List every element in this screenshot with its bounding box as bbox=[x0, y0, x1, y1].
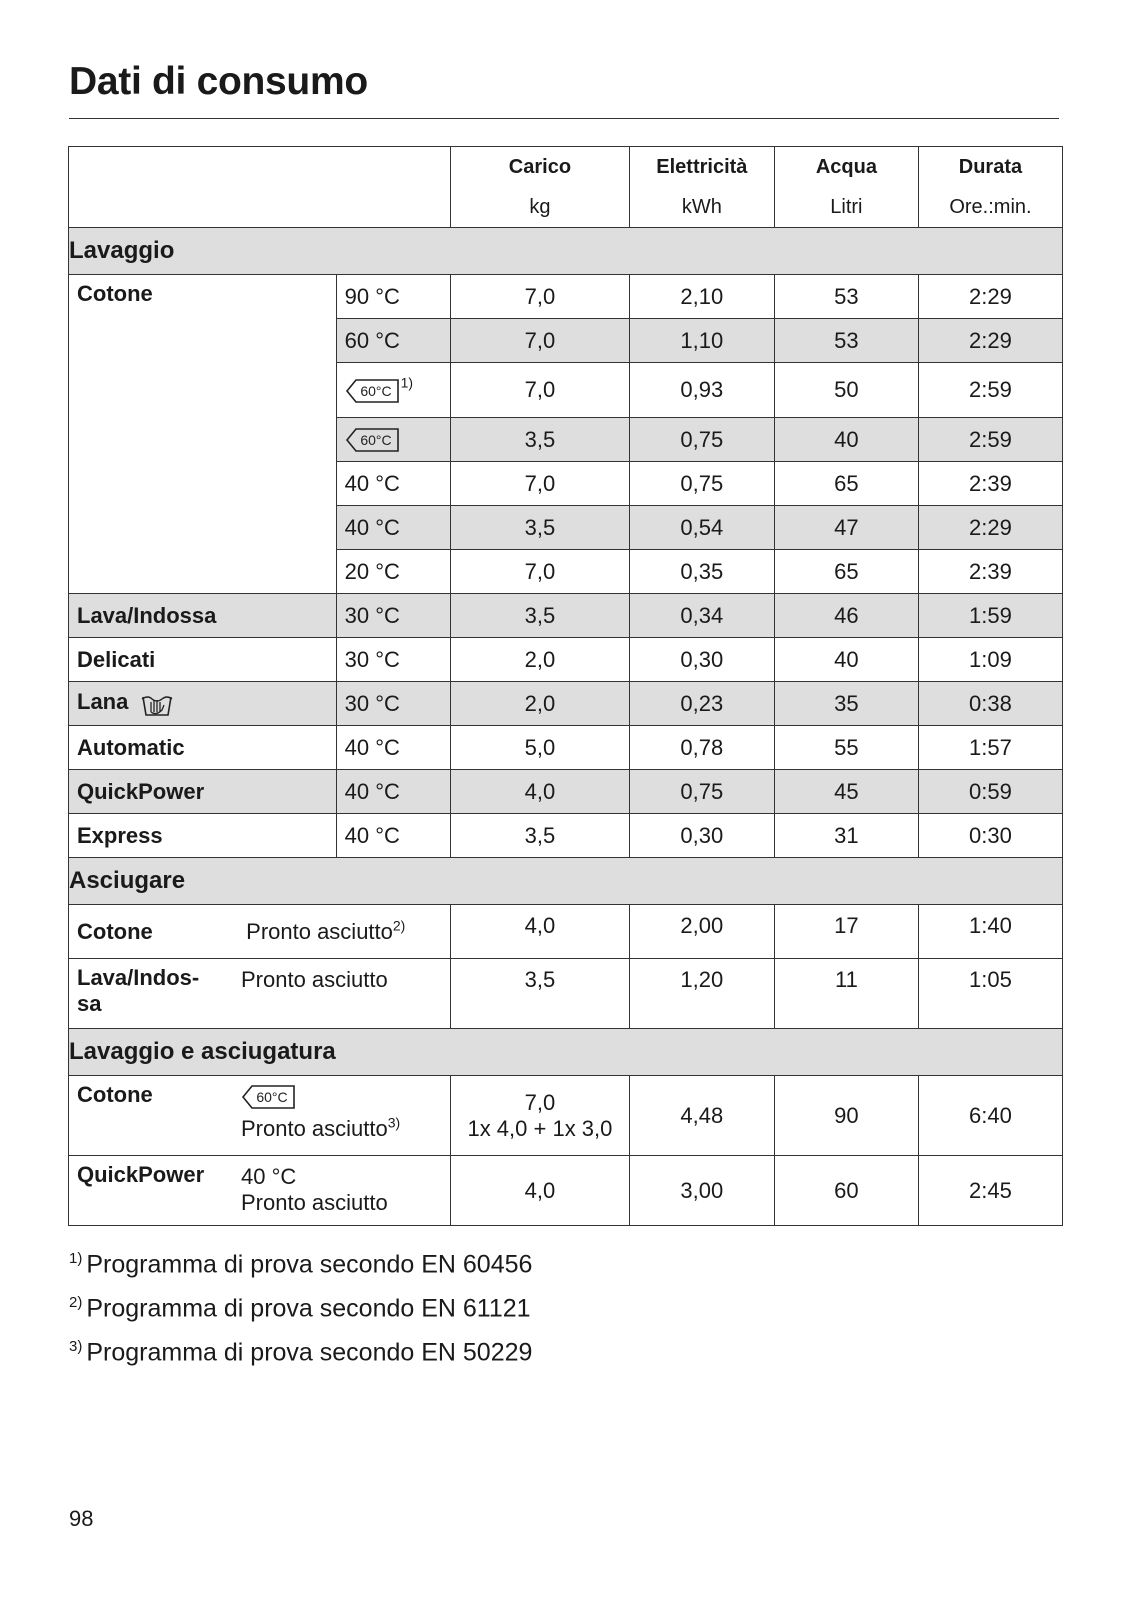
acqua-value: 65 bbox=[774, 462, 918, 506]
dry-mode: Pronto asciutto bbox=[246, 919, 393, 944]
carico-value: 3,5 bbox=[451, 418, 630, 462]
handwash-icon bbox=[140, 690, 174, 718]
durata-value: 1:57 bbox=[918, 726, 1062, 770]
footnote bbox=[69, 1294, 532, 1338]
carico-value: 3,5 bbox=[451, 814, 630, 858]
temperature: 40 °C bbox=[336, 726, 450, 770]
dry-mode: Pronto asciutto bbox=[241, 1116, 388, 1141]
durata-value: 2:29 bbox=[918, 275, 1062, 319]
table-row bbox=[69, 1156, 1063, 1226]
acqua-value: 53 bbox=[774, 275, 918, 319]
carico-value: 3,5 bbox=[451, 594, 630, 638]
section-title: Asciugare bbox=[69, 858, 1063, 905]
durata-value: 2:29 bbox=[918, 506, 1062, 550]
temperature: 40 °C bbox=[336, 506, 450, 550]
acqua-value: 90 bbox=[774, 1076, 918, 1156]
program-name: Cotone bbox=[69, 275, 337, 594]
elettricita-value: 0,75 bbox=[629, 770, 774, 814]
dry-mode: Pronto asciutto bbox=[241, 967, 388, 992]
temperature: 60 °C bbox=[336, 319, 450, 363]
durata-value: 0:38 bbox=[918, 682, 1062, 726]
acqua-value: 53 bbox=[774, 319, 918, 363]
carico-value: 7,0 bbox=[451, 319, 630, 363]
acqua-value: 50 bbox=[774, 363, 918, 418]
unit-elettricita: kWh bbox=[629, 187, 774, 228]
program-name: Lava/Indossa bbox=[69, 594, 337, 638]
footnote-mark: 2) bbox=[69, 1294, 83, 1311]
page-number: 98 bbox=[69, 1506, 94, 1531]
temperature: 20 °C bbox=[336, 550, 450, 594]
temperature: 40 °C bbox=[336, 814, 450, 858]
program-name: Cotone bbox=[77, 1082, 153, 1107]
carico-value: 5,0 bbox=[451, 726, 630, 770]
header-row-labels bbox=[69, 147, 1063, 188]
header-acqua: Acqua bbox=[774, 147, 918, 188]
table-row bbox=[69, 1076, 1063, 1156]
table-row bbox=[69, 638, 1063, 682]
carico-value: 3,5 bbox=[451, 506, 630, 550]
program-name-line2: sa bbox=[77, 991, 102, 1016]
eco-60-icon bbox=[345, 378, 401, 404]
acqua-value: 17 bbox=[774, 905, 918, 959]
unit-carico: kg bbox=[451, 187, 630, 228]
unit-acqua: Litri bbox=[774, 187, 918, 228]
footnote-mark: 3) bbox=[69, 1338, 83, 1355]
program-name: Lana bbox=[77, 689, 129, 715]
table-row bbox=[69, 905, 1063, 959]
consumption-table bbox=[68, 146, 1063, 1226]
durata-value: 2:45 bbox=[918, 1156, 1062, 1226]
header-elettricita: Elettricità bbox=[629, 147, 774, 188]
carico-value: 4,0 bbox=[451, 770, 630, 814]
footnote-text: Programma di prova secondo EN 50229 bbox=[86, 1338, 533, 1367]
temperature: 40 °C bbox=[241, 1164, 297, 1189]
program-cell bbox=[69, 1076, 401, 1156]
acqua-value: 40 bbox=[774, 418, 918, 462]
durata-value: 2:39 bbox=[918, 462, 1062, 506]
temperature: 30 °C bbox=[336, 638, 450, 682]
carico-value: 7,0 bbox=[451, 363, 630, 418]
acqua-value: 47 bbox=[774, 506, 918, 550]
durata-value: 2:29 bbox=[918, 319, 1062, 363]
combo-mode bbox=[241, 1164, 388, 1216]
footnote bbox=[69, 1250, 532, 1294]
elettricita-value: 0,30 bbox=[629, 814, 774, 858]
elettricita-value: 2,10 bbox=[629, 275, 774, 319]
durata-value: 2:39 bbox=[918, 550, 1062, 594]
eco-label: 60°C bbox=[360, 382, 392, 399]
elettricita-value: 0,78 bbox=[629, 726, 774, 770]
carico-value: 4,0 bbox=[451, 1156, 630, 1226]
elettricita-value: 0,23 bbox=[629, 682, 774, 726]
acqua-value: 35 bbox=[774, 682, 918, 726]
acqua-value: 31 bbox=[774, 814, 918, 858]
page-title: Dati di consumo bbox=[69, 60, 368, 103]
program-name: Cotone bbox=[77, 918, 153, 944]
table-row bbox=[69, 814, 1063, 858]
acqua-value: 46 bbox=[774, 594, 918, 638]
table-row bbox=[69, 594, 1063, 638]
eco-temperature bbox=[336, 418, 450, 462]
carico-value: 2,0 bbox=[451, 682, 630, 726]
elettricita-value: 0,35 bbox=[629, 550, 774, 594]
header-blank bbox=[69, 147, 451, 228]
header-carico: Carico bbox=[451, 147, 630, 188]
carico-value: 2,0 bbox=[451, 638, 630, 682]
footnote-text: Programma di prova secondo EN 61121 bbox=[86, 1294, 531, 1323]
elettricita-value: 0,34 bbox=[629, 594, 774, 638]
carico-value: 3,5 bbox=[451, 959, 630, 1029]
footnote-mark: 1) bbox=[400, 375, 414, 392]
title-rule bbox=[69, 118, 1059, 119]
unit-durata: Ore.:min. bbox=[918, 187, 1062, 228]
durata-value: 0:30 bbox=[918, 814, 1062, 858]
acqua-value: 60 bbox=[774, 1156, 918, 1226]
program-name: QuickPower bbox=[77, 1162, 205, 1187]
durata-value: 2:59 bbox=[918, 363, 1062, 418]
temperature: 90 °C bbox=[336, 275, 450, 319]
acqua-value: 11 bbox=[774, 959, 918, 1029]
table-row bbox=[69, 275, 1063, 319]
carico-value: 4,0 bbox=[451, 905, 630, 959]
section-title: Lavaggio e asciugatura bbox=[69, 1029, 1063, 1076]
acqua-value: 65 bbox=[774, 550, 918, 594]
temperature: 30 °C bbox=[336, 594, 450, 638]
footnote-text: Programma di prova secondo EN 60456 bbox=[86, 1250, 533, 1279]
elettricita-value: 1,10 bbox=[629, 319, 774, 363]
header-durata: Durata bbox=[918, 147, 1062, 188]
durata-value: 1:05 bbox=[918, 959, 1062, 1029]
durata-value: 1:09 bbox=[918, 638, 1062, 682]
carico-split: 1x 4,0 + 1x 3,0 bbox=[467, 1115, 613, 1141]
dry-mode: Pronto asciutto bbox=[241, 1190, 388, 1215]
durata-value: 2:59 bbox=[918, 418, 1062, 462]
program-name: Automatic bbox=[69, 726, 337, 770]
program-name: QuickPower bbox=[69, 770, 337, 814]
program-name: Express bbox=[69, 814, 337, 858]
durata-value: 1:59 bbox=[918, 594, 1062, 638]
acqua-value: 55 bbox=[774, 726, 918, 770]
temperature: 30 °C bbox=[336, 682, 450, 726]
eco-temperature bbox=[336, 363, 450, 418]
acqua-value: 40 bbox=[774, 638, 918, 682]
mode-cell bbox=[246, 905, 450, 959]
section-lavaggio bbox=[69, 228, 1063, 275]
acqua-value: 45 bbox=[774, 770, 918, 814]
footnotes bbox=[69, 1250, 532, 1382]
section-title: Lavaggio bbox=[69, 228, 1063, 275]
program-cell bbox=[69, 959, 388, 1029]
program-cell bbox=[69, 1156, 388, 1226]
elettricita-value: 0,54 bbox=[629, 506, 774, 550]
table-row bbox=[69, 770, 1063, 814]
elettricita-value: 4,48 bbox=[629, 1076, 774, 1156]
eco-60-icon bbox=[241, 1084, 400, 1116]
elettricita-value: 0,93 bbox=[629, 363, 774, 418]
durata-value: 0:59 bbox=[918, 770, 1062, 814]
carico-cell bbox=[451, 1076, 630, 1156]
footnote-mark: 2) bbox=[392, 917, 406, 934]
table-row bbox=[69, 726, 1063, 770]
elettricita-value: 0,30 bbox=[629, 638, 774, 682]
durata-value: 6:40 bbox=[918, 1076, 1062, 1156]
eco-label: 60°C bbox=[256, 1089, 288, 1105]
footnote bbox=[69, 1338, 532, 1382]
carico-value: 7,0 bbox=[451, 275, 630, 319]
elettricita-value: 0,75 bbox=[629, 418, 774, 462]
eco-60-icon bbox=[345, 427, 401, 453]
program-name-line1: Lava/Indos- bbox=[77, 965, 200, 990]
footnote-mark: 1) bbox=[69, 1250, 83, 1267]
mode-wrap bbox=[246, 919, 405, 945]
section-asciugare bbox=[69, 858, 1063, 905]
section-lavaggio-asciugatura bbox=[69, 1029, 1063, 1076]
program-name: Delicati bbox=[69, 638, 337, 682]
carico-value: 7,0 bbox=[451, 462, 630, 506]
eco-label: 60°C bbox=[360, 432, 392, 449]
elettricita-value: 2,00 bbox=[629, 905, 774, 959]
durata-value: 1:40 bbox=[918, 905, 1062, 959]
elettricita-value: 1,20 bbox=[629, 959, 774, 1029]
carico-value: 7,0 bbox=[451, 550, 630, 594]
carico-value: 7,0 bbox=[524, 1089, 556, 1115]
elettricita-value: 0,75 bbox=[629, 462, 774, 506]
footnote-mark: 3) bbox=[387, 1114, 401, 1131]
table-row bbox=[69, 959, 1063, 1029]
program-cell bbox=[69, 682, 337, 726]
temperature: 40 °C bbox=[336, 770, 450, 814]
table-row bbox=[69, 682, 1063, 726]
temperature: 40 °C bbox=[336, 462, 450, 506]
combo-mode bbox=[241, 1084, 400, 1142]
elettricita-value: 3,00 bbox=[629, 1156, 774, 1226]
